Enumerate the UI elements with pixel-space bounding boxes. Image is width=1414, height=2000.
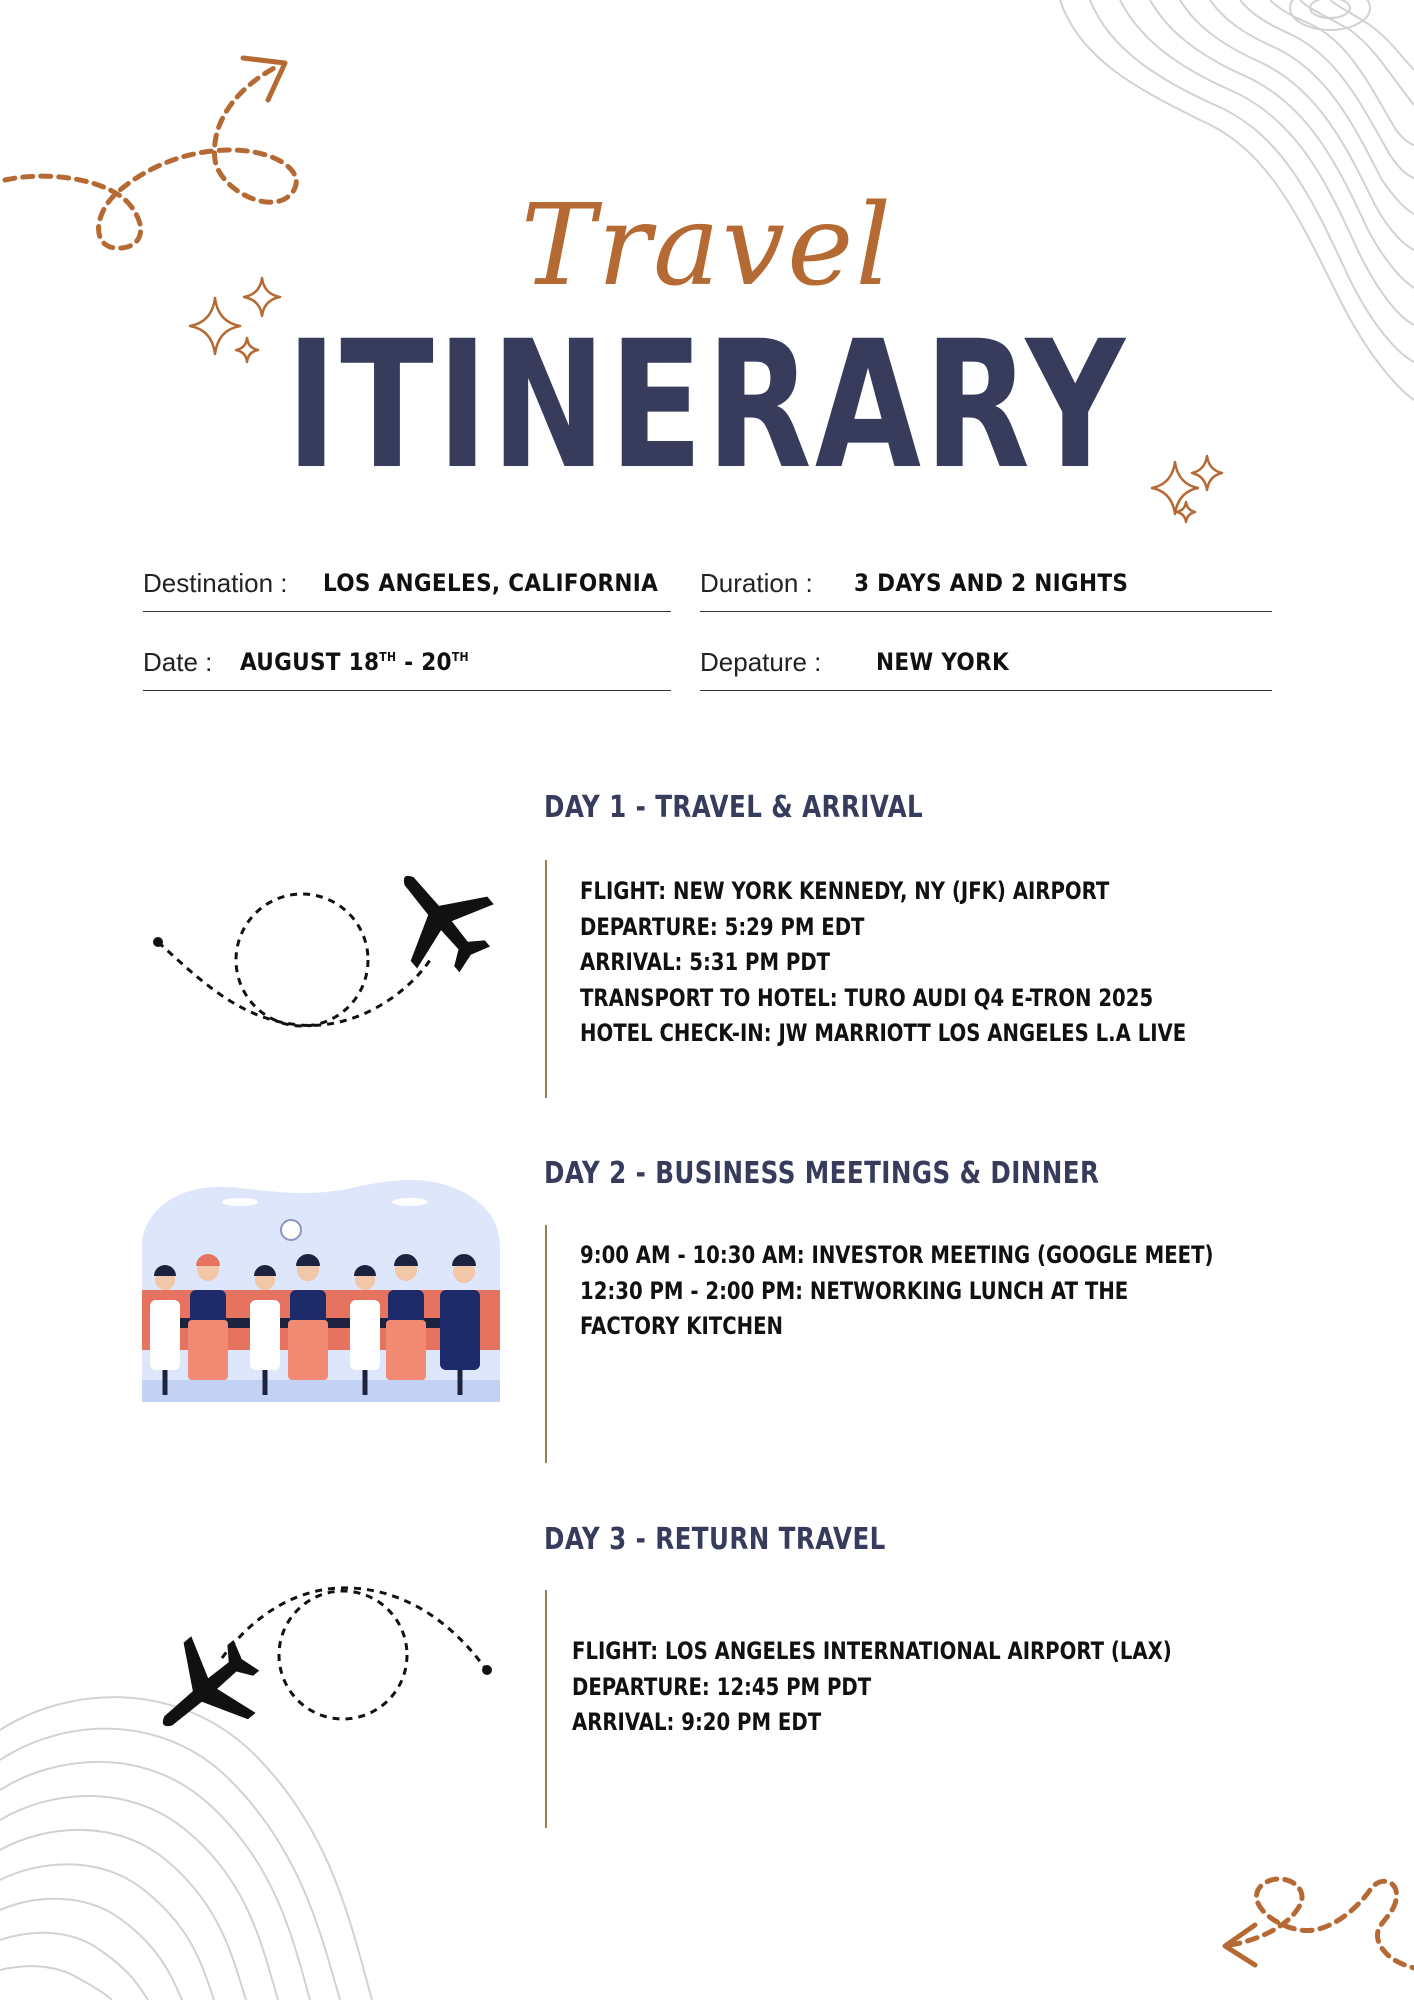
destination-label: Destination :	[143, 568, 288, 598]
duration-label: Duration :	[700, 568, 813, 598]
page-title: ITINERARY	[285, 303, 1129, 508]
departure-label: Depature :	[700, 647, 822, 677]
list-item: HOTEL CHECK-IN: JW MARRIOTT LOS ANGELES L.A LIVE	[580, 1019, 1187, 1047]
list-item: DEPARTURE: 5:29 PM EDT	[580, 912, 865, 941]
day-1-title: DAY 1 - TRAVEL & ARRIVAL	[544, 790, 924, 825]
list-item: FLIGHT: NEW YORK KENNEDY, NY (JFK) AIRPORT	[580, 877, 1110, 905]
list-item: ARRIVAL: 5:31 PM PDT	[580, 948, 831, 976]
list-item: ARRIVAL: 9:20 PM EDT	[572, 1708, 822, 1736]
list-item: TRANSPORT TO HOTEL: TURO AUDI Q4 E-TRON 2025	[580, 983, 1154, 1012]
departure-value: NEW YORK	[876, 648, 1010, 676]
date-start-suffix: TH	[379, 650, 397, 664]
date-start: AUGUST 18	[240, 648, 380, 676]
list-item: FACTORY KITCHEN	[580, 1312, 784, 1340]
day-2-title: DAY 2 - BUSINESS MEETINGS & DINNER	[544, 1156, 1100, 1191]
list-item: DEPARTURE: 12:45 PM PDT	[572, 1672, 872, 1701]
list-item: 9:00 AM - 10:30 AM: INVESTOR MEETING (GOOGLE MEET)	[580, 1241, 1214, 1269]
date-label: Date :	[143, 647, 213, 677]
list-item: 12:30 PM - 2:00 PM: NETWORKING LUNCH AT THE	[580, 1276, 1129, 1305]
date-end-suffix: TH	[451, 650, 469, 664]
destination-value: LOS ANGELES, CALIFORNIA	[323, 569, 659, 597]
date-end: - 20	[396, 648, 452, 676]
list-item: FLIGHT: LOS ANGELES INTERNATIONAL AIRPORT (LAX)	[572, 1637, 1172, 1665]
duration-value: 3 DAYS AND 2 NIGHTS	[854, 569, 1129, 597]
title-script: Travel	[520, 181, 894, 311]
day-3-title: DAY 3 - RETURN TRAVEL	[544, 1522, 886, 1557]
